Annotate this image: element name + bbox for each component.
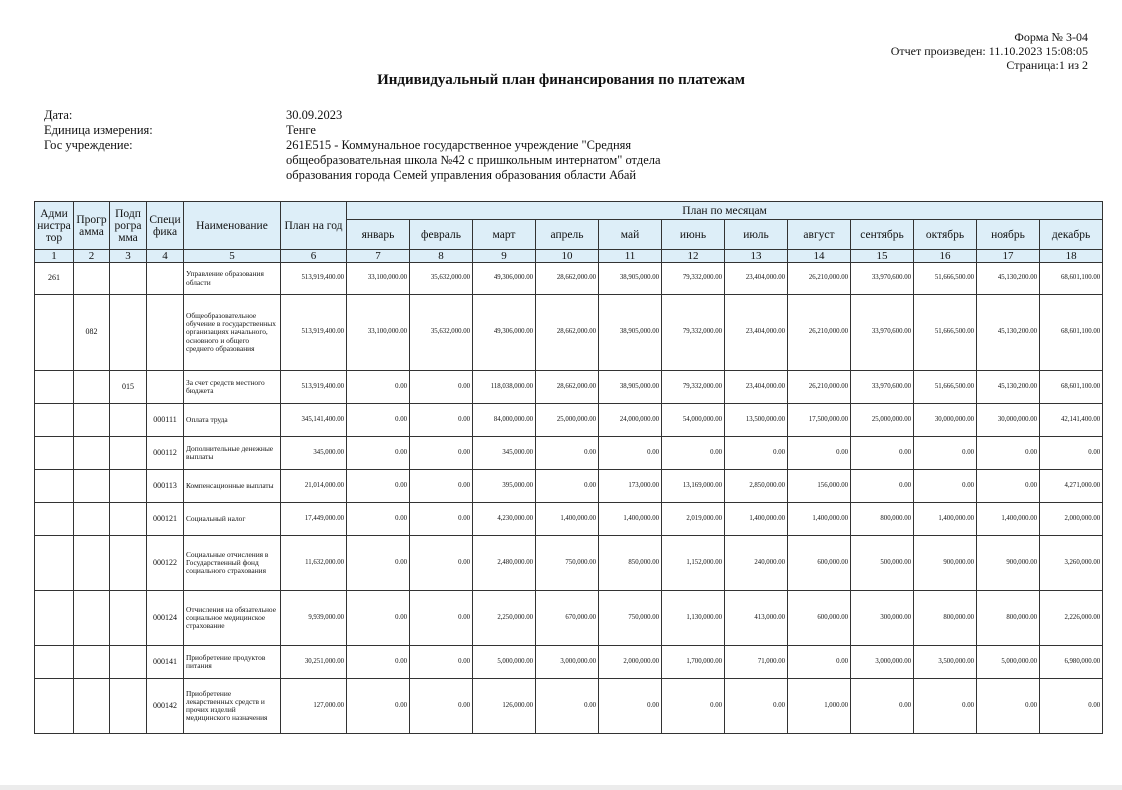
cell-year-plan: 345,141,400.00	[281, 404, 347, 437]
cell-month-value: 26,210,000.00	[788, 263, 851, 295]
cell-month-value: 0.00	[1040, 679, 1103, 734]
column-number: 12	[662, 250, 725, 263]
cell-month-value: 0.00	[410, 404, 473, 437]
cell-month-value: 800,000.00	[851, 503, 914, 536]
cell-month-value: 3,260,000.00	[1040, 536, 1103, 591]
cell-month-value: 0.00	[347, 646, 410, 679]
cell-month-value: 750,000.00	[599, 591, 662, 646]
cell-month-value: 800,000.00	[914, 591, 977, 646]
cell-admin	[35, 646, 74, 679]
cell-month-value: 13,500,000.00	[725, 404, 788, 437]
cell-year-plan: 9,939,000.00	[281, 591, 347, 646]
cell-year-plan: 513,919,400.00	[281, 295, 347, 371]
cell-month-value: 0.00	[662, 679, 725, 734]
page-title: Индивидуальный план финансирования по платежам	[377, 72, 745, 88]
cell-month-value: 0.00	[914, 470, 977, 503]
cell-month-value: 2,850,000.00	[725, 470, 788, 503]
column-number: 8	[410, 250, 473, 263]
table-row	[35, 371, 1103, 404]
cell-month-value: 0.00	[410, 503, 473, 536]
header-month: сентябрь	[851, 220, 914, 250]
cell-month-value: 1,130,000.00	[662, 591, 725, 646]
cell-month-value: 0.00	[410, 536, 473, 591]
cell-month-value: 2,019,000.00	[662, 503, 725, 536]
cell-month-value: 300,000.00	[851, 591, 914, 646]
cell-month-value: 0.00	[851, 679, 914, 734]
cell-subprogram	[110, 536, 147, 591]
column-number: 1	[35, 250, 74, 263]
cell-month-value: 25,000,000.00	[851, 404, 914, 437]
cell-program	[74, 679, 110, 734]
info-value: 30.09.2023	[286, 108, 343, 122]
cell-month-value: 2,000,000.00	[599, 646, 662, 679]
cell-spec: 000142	[147, 679, 184, 734]
cell-month-value: 1,400,000.00	[914, 503, 977, 536]
cell-month-value: 0.00	[977, 679, 1040, 734]
cell-admin	[35, 437, 74, 470]
cell-month-value: 0.00	[788, 646, 851, 679]
cell-month-value: 23,404,000.00	[725, 371, 788, 404]
column-number: 5	[184, 250, 281, 263]
cell-month-value: 38,905,000.00	[599, 263, 662, 295]
column-number: 7	[347, 250, 410, 263]
cell-month-value: 0.00	[977, 470, 1040, 503]
cell-month-value: 30,000,000.00	[914, 404, 977, 437]
cell-program	[74, 371, 110, 404]
header-month: декабрь	[1040, 220, 1103, 250]
cell-month-value: 1,152,000.00	[662, 536, 725, 591]
header-month: ноябрь	[977, 220, 1040, 250]
cell-month-value: 0.00	[347, 591, 410, 646]
cell-subprogram	[110, 591, 147, 646]
cell-year-plan: 11,632,000.00	[281, 536, 347, 591]
cell-month-value: 1,400,000.00	[977, 503, 1040, 536]
cell-month-value: 345,000.00	[473, 437, 536, 470]
cell-month-value: 173,000.00	[599, 470, 662, 503]
cell-month-value: 54,000,000.00	[662, 404, 725, 437]
table-row	[35, 646, 1103, 679]
cell-month-value: 5,000,000.00	[977, 646, 1040, 679]
cell-month-value: 4,271,000.00	[1040, 470, 1103, 503]
header-month: май	[599, 220, 662, 250]
cell-subprogram	[110, 263, 147, 295]
info-value: 261E515 - Коммунальное государственное учреждение "Средняя общеобразовательная школа №42 с пришкольным интернатом" отдела образования города Семей управления образования области Абай	[286, 138, 661, 182]
header-month: июнь	[662, 220, 725, 250]
cell-month-value: 0.00	[914, 437, 977, 470]
cell-month-value: 0.00	[347, 503, 410, 536]
cell-month-value: 25,000,000.00	[536, 404, 599, 437]
cell-month-value: 33,100,000.00	[347, 263, 410, 295]
cell-month-value: 0.00	[599, 679, 662, 734]
table-row	[35, 536, 1103, 591]
column-number: 16	[914, 250, 977, 263]
cell-month-value: 670,000.00	[536, 591, 599, 646]
report-header-meta	[891, 30, 1088, 72]
cell-name: Оплата труда	[184, 404, 281, 437]
cell-month-value: 600,000.00	[788, 536, 851, 591]
cell-month-value: 126,000.00	[473, 679, 536, 734]
header-subprogram: Подп рогра мма	[110, 202, 147, 250]
cell-spec	[147, 295, 184, 371]
cell-month-value: 1,400,000.00	[599, 503, 662, 536]
cell-admin	[35, 503, 74, 536]
cell-year-plan: 30,251,000.00	[281, 646, 347, 679]
cell-spec: 000141	[147, 646, 184, 679]
cell-month-value: 118,038,000.00	[473, 371, 536, 404]
table-row	[35, 679, 1103, 734]
cell-month-value: 49,306,000.00	[473, 295, 536, 371]
cell-admin	[35, 679, 74, 734]
cell-month-value: 500,000.00	[851, 536, 914, 591]
cell-month-value: 1,400,000.00	[725, 503, 788, 536]
cell-admin	[35, 536, 74, 591]
cell-month-value: 84,000,000.00	[473, 404, 536, 437]
cell-subprogram	[110, 437, 147, 470]
cell-month-value: 33,100,000.00	[347, 295, 410, 371]
report-info	[44, 108, 706, 183]
cell-subprogram	[110, 679, 147, 734]
cell-month-value: 17,500,000.00	[788, 404, 851, 437]
cell-month-value: 395,000.00	[473, 470, 536, 503]
cell-month-value: 6,980,000.00	[1040, 646, 1103, 679]
cell-month-value: 79,332,000.00	[662, 263, 725, 295]
cell-month-value: 26,210,000.00	[788, 371, 851, 404]
table-row	[35, 295, 1103, 371]
cell-name: Приобретение продуктов питания	[184, 646, 281, 679]
cell-admin	[35, 295, 74, 371]
cell-month-value: 0.00	[410, 470, 473, 503]
cell-spec: 000112	[147, 437, 184, 470]
cell-month-value: 4,230,000.00	[473, 503, 536, 536]
column-number: 18	[1040, 250, 1103, 263]
cell-name: Социальные отчисления в Государственный фонд социального страхования	[184, 536, 281, 591]
cell-name: Управление образования области	[184, 263, 281, 295]
cell-month-value: 0.00	[347, 679, 410, 734]
cell-month-value: 0.00	[347, 371, 410, 404]
header-month: март	[473, 220, 536, 250]
financing-plan-table	[34, 201, 1103, 734]
table-row	[35, 437, 1103, 470]
cell-month-value: 45,130,200.00	[977, 371, 1040, 404]
header-admin: Адми нистра тор	[35, 202, 74, 250]
cell-month-value: 0.00	[536, 470, 599, 503]
header-name: Наименование	[184, 202, 281, 250]
cell-month-value: 0.00	[788, 437, 851, 470]
cell-name: Компенсационные выплаты	[184, 470, 281, 503]
cell-month-value: 1,400,000.00	[788, 503, 851, 536]
cell-month-value: 0.00	[725, 679, 788, 734]
cell-month-value: 800,000.00	[977, 591, 1040, 646]
column-number: 15	[851, 250, 914, 263]
header-spec: Специ фика	[147, 202, 184, 250]
column-number: 3	[110, 250, 147, 263]
cell-month-value: 28,662,000.00	[536, 295, 599, 371]
cell-month-value: 0.00	[347, 536, 410, 591]
cell-month-value: 0.00	[410, 679, 473, 734]
cell-program	[74, 503, 110, 536]
cell-program	[74, 536, 110, 591]
cell-name: Дополнительные денежные выплаты	[184, 437, 281, 470]
cell-month-value: 33,970,600.00	[851, 295, 914, 371]
cell-program	[74, 404, 110, 437]
header-program: Прогр амма	[74, 202, 110, 250]
cell-month-value: 900,000.00	[977, 536, 1040, 591]
cell-subprogram	[110, 470, 147, 503]
info-label: Единица измерения:	[44, 123, 153, 137]
table-body	[35, 263, 1103, 734]
cell-month-value: 0.00	[536, 437, 599, 470]
cell-month-value: 2,000,000.00	[1040, 503, 1103, 536]
info-label: Гос учреждение:	[44, 138, 133, 152]
cell-month-value: 0.00	[662, 437, 725, 470]
cell-month-value: 26,210,000.00	[788, 295, 851, 371]
column-number: 6	[281, 250, 347, 263]
cell-program	[74, 263, 110, 295]
cell-month-value: 0.00	[725, 437, 788, 470]
cell-name: Общеобразовательное обучение в государственных организациях начального, основного и общего среднего образования	[184, 295, 281, 371]
cell-month-value: 850,000.00	[599, 536, 662, 591]
cell-admin: 261	[35, 263, 74, 295]
cell-month-value: 5,000,000.00	[473, 646, 536, 679]
cell-spec: 000113	[147, 470, 184, 503]
cell-month-value: 71,000.00	[725, 646, 788, 679]
header-month: январь	[347, 220, 410, 250]
cell-month-value: 0.00	[410, 591, 473, 646]
header-month: апрель	[536, 220, 599, 250]
cell-month-value: 600,000.00	[788, 591, 851, 646]
cell-subprogram	[110, 295, 147, 371]
cell-month-value: 42,141,400.00	[1040, 404, 1103, 437]
header-month: февраль	[410, 220, 473, 250]
header-year-plan: План на год	[281, 202, 347, 250]
cell-month-value: 23,404,000.00	[725, 263, 788, 295]
page-counter: Страница:1 из 2	[1006, 58, 1088, 72]
cell-month-value: 30,000,000.00	[977, 404, 1040, 437]
cell-name: Социальный налог	[184, 503, 281, 536]
cell-month-value: 28,662,000.00	[536, 371, 599, 404]
cell-month-value: 1,400,000.00	[536, 503, 599, 536]
cell-program	[74, 437, 110, 470]
cell-month-value: 0.00	[347, 437, 410, 470]
cell-month-value: 3,000,000.00	[536, 646, 599, 679]
cell-month-value: 0.00	[410, 646, 473, 679]
cell-month-value: 240,000.00	[725, 536, 788, 591]
cell-month-value: 0.00	[347, 470, 410, 503]
info-label: Дата:	[44, 108, 73, 122]
cell-month-value: 28,662,000.00	[536, 263, 599, 295]
cell-month-value: 0.00	[851, 470, 914, 503]
cell-month-value: 0.00	[599, 437, 662, 470]
column-number-row	[35, 250, 1103, 263]
info-row-date	[44, 108, 706, 123]
cell-month-value: 750,000.00	[536, 536, 599, 591]
cell-year-plan: 513,919,400.00	[281, 371, 347, 404]
table-row	[35, 503, 1103, 536]
table-row	[35, 404, 1103, 437]
cell-month-value: 33,970,600.00	[851, 371, 914, 404]
cell-month-value: 68,601,100.00	[1040, 371, 1103, 404]
cell-month-value: 0.00	[914, 679, 977, 734]
cell-month-value: 79,332,000.00	[662, 295, 725, 371]
cell-name: Отчисления на обязательное социальное медицинское страхование	[184, 591, 281, 646]
cell-month-value: 45,130,200.00	[977, 295, 1040, 371]
cell-spec: 000122	[147, 536, 184, 591]
cell-subprogram	[110, 646, 147, 679]
cell-month-value: 68,601,100.00	[1040, 295, 1103, 371]
cell-month-value: 0.00	[977, 437, 1040, 470]
cell-spec: 000121	[147, 503, 184, 536]
cell-subprogram	[110, 404, 147, 437]
table-row	[35, 263, 1103, 295]
form-number: Форма № 3-04	[1014, 30, 1088, 44]
column-number: 13	[725, 250, 788, 263]
cell-month-value: 2,250,000.00	[473, 591, 536, 646]
cell-month-value: 49,306,000.00	[473, 263, 536, 295]
cell-admin	[35, 470, 74, 503]
cell-month-value: 0.00	[410, 437, 473, 470]
cell-month-value: 68,601,100.00	[1040, 263, 1103, 295]
cell-month-value: 51,666,500.00	[914, 263, 977, 295]
header-month: июль	[725, 220, 788, 250]
cell-name: За счет средств местного бюджета	[184, 371, 281, 404]
cell-subprogram	[110, 503, 147, 536]
column-number: 4	[147, 250, 184, 263]
cell-month-value: 0.00	[536, 679, 599, 734]
cell-year-plan: 345,000.00	[281, 437, 347, 470]
column-number: 9	[473, 250, 536, 263]
report-timestamp: Отчет произведен: 11.10.2023 15:08:05	[890, 44, 1088, 58]
cell-month-value: 413,000.00	[725, 591, 788, 646]
cell-program: 082	[74, 295, 110, 371]
cell-month-value: 1,700,000.00	[662, 646, 725, 679]
cell-month-value: 156,000.00	[788, 470, 851, 503]
cell-month-value: 24,000,000.00	[599, 404, 662, 437]
cell-subprogram: 015	[110, 371, 147, 404]
cell-month-value: 3,000,000.00	[851, 646, 914, 679]
cell-admin	[35, 591, 74, 646]
column-number: 10	[536, 250, 599, 263]
cell-month-value: 3,500,000.00	[914, 646, 977, 679]
cell-year-plan: 21,014,000.00	[281, 470, 347, 503]
cell-month-value: 33,970,600.00	[851, 263, 914, 295]
cell-month-value: 0.00	[347, 404, 410, 437]
info-row-unit	[44, 123, 706, 138]
cell-month-value: 0.00	[851, 437, 914, 470]
table-row	[35, 470, 1103, 503]
header-monthly-plan: План по месяцам	[347, 202, 1103, 220]
cell-month-value: 0.00	[410, 371, 473, 404]
cell-month-value: 79,332,000.00	[662, 371, 725, 404]
cell-month-value: 23,404,000.00	[725, 295, 788, 371]
cell-year-plan: 513,919,400.00	[281, 263, 347, 295]
cell-program	[74, 470, 110, 503]
cell-month-value: 38,905,000.00	[599, 371, 662, 404]
column-number: 2	[74, 250, 110, 263]
cell-month-value: 2,480,000.00	[473, 536, 536, 591]
column-number: 17	[977, 250, 1040, 263]
cell-admin	[35, 371, 74, 404]
cell-month-value: 13,169,000.00	[662, 470, 725, 503]
cell-month-value: 0.00	[1040, 437, 1103, 470]
cell-program	[74, 591, 110, 646]
cell-name: Приобретение лекарственных средств и прочих изделий медицинского назначения	[184, 679, 281, 734]
cell-year-plan: 17,449,000.00	[281, 503, 347, 536]
cell-spec: 000111	[147, 404, 184, 437]
cell-month-value: 900,000.00	[914, 536, 977, 591]
cell-month-value: 35,632,000.00	[410, 295, 473, 371]
cell-spec	[147, 263, 184, 295]
cell-year-plan: 127,000.00	[281, 679, 347, 734]
cell-month-value: 51,666,500.00	[914, 371, 977, 404]
info-value: Тенге	[286, 123, 316, 137]
cell-month-value: 1,000.00	[788, 679, 851, 734]
cell-month-value: 35,632,000.00	[410, 263, 473, 295]
bottom-scroll-strip	[0, 785, 1122, 790]
column-number: 14	[788, 250, 851, 263]
header-month: октябрь	[914, 220, 977, 250]
cell-month-value: 51,666,500.00	[914, 295, 977, 371]
cell-month-value: 38,905,000.00	[599, 295, 662, 371]
cell-program	[74, 646, 110, 679]
header-month: август	[788, 220, 851, 250]
info-row-institution	[44, 138, 706, 183]
column-number: 11	[599, 250, 662, 263]
cell-admin	[35, 404, 74, 437]
table-row	[35, 591, 1103, 646]
cell-spec	[147, 371, 184, 404]
cell-month-value: 45,130,200.00	[977, 263, 1040, 295]
cell-month-value: 2,226,000.00	[1040, 591, 1103, 646]
cell-spec: 000124	[147, 591, 184, 646]
